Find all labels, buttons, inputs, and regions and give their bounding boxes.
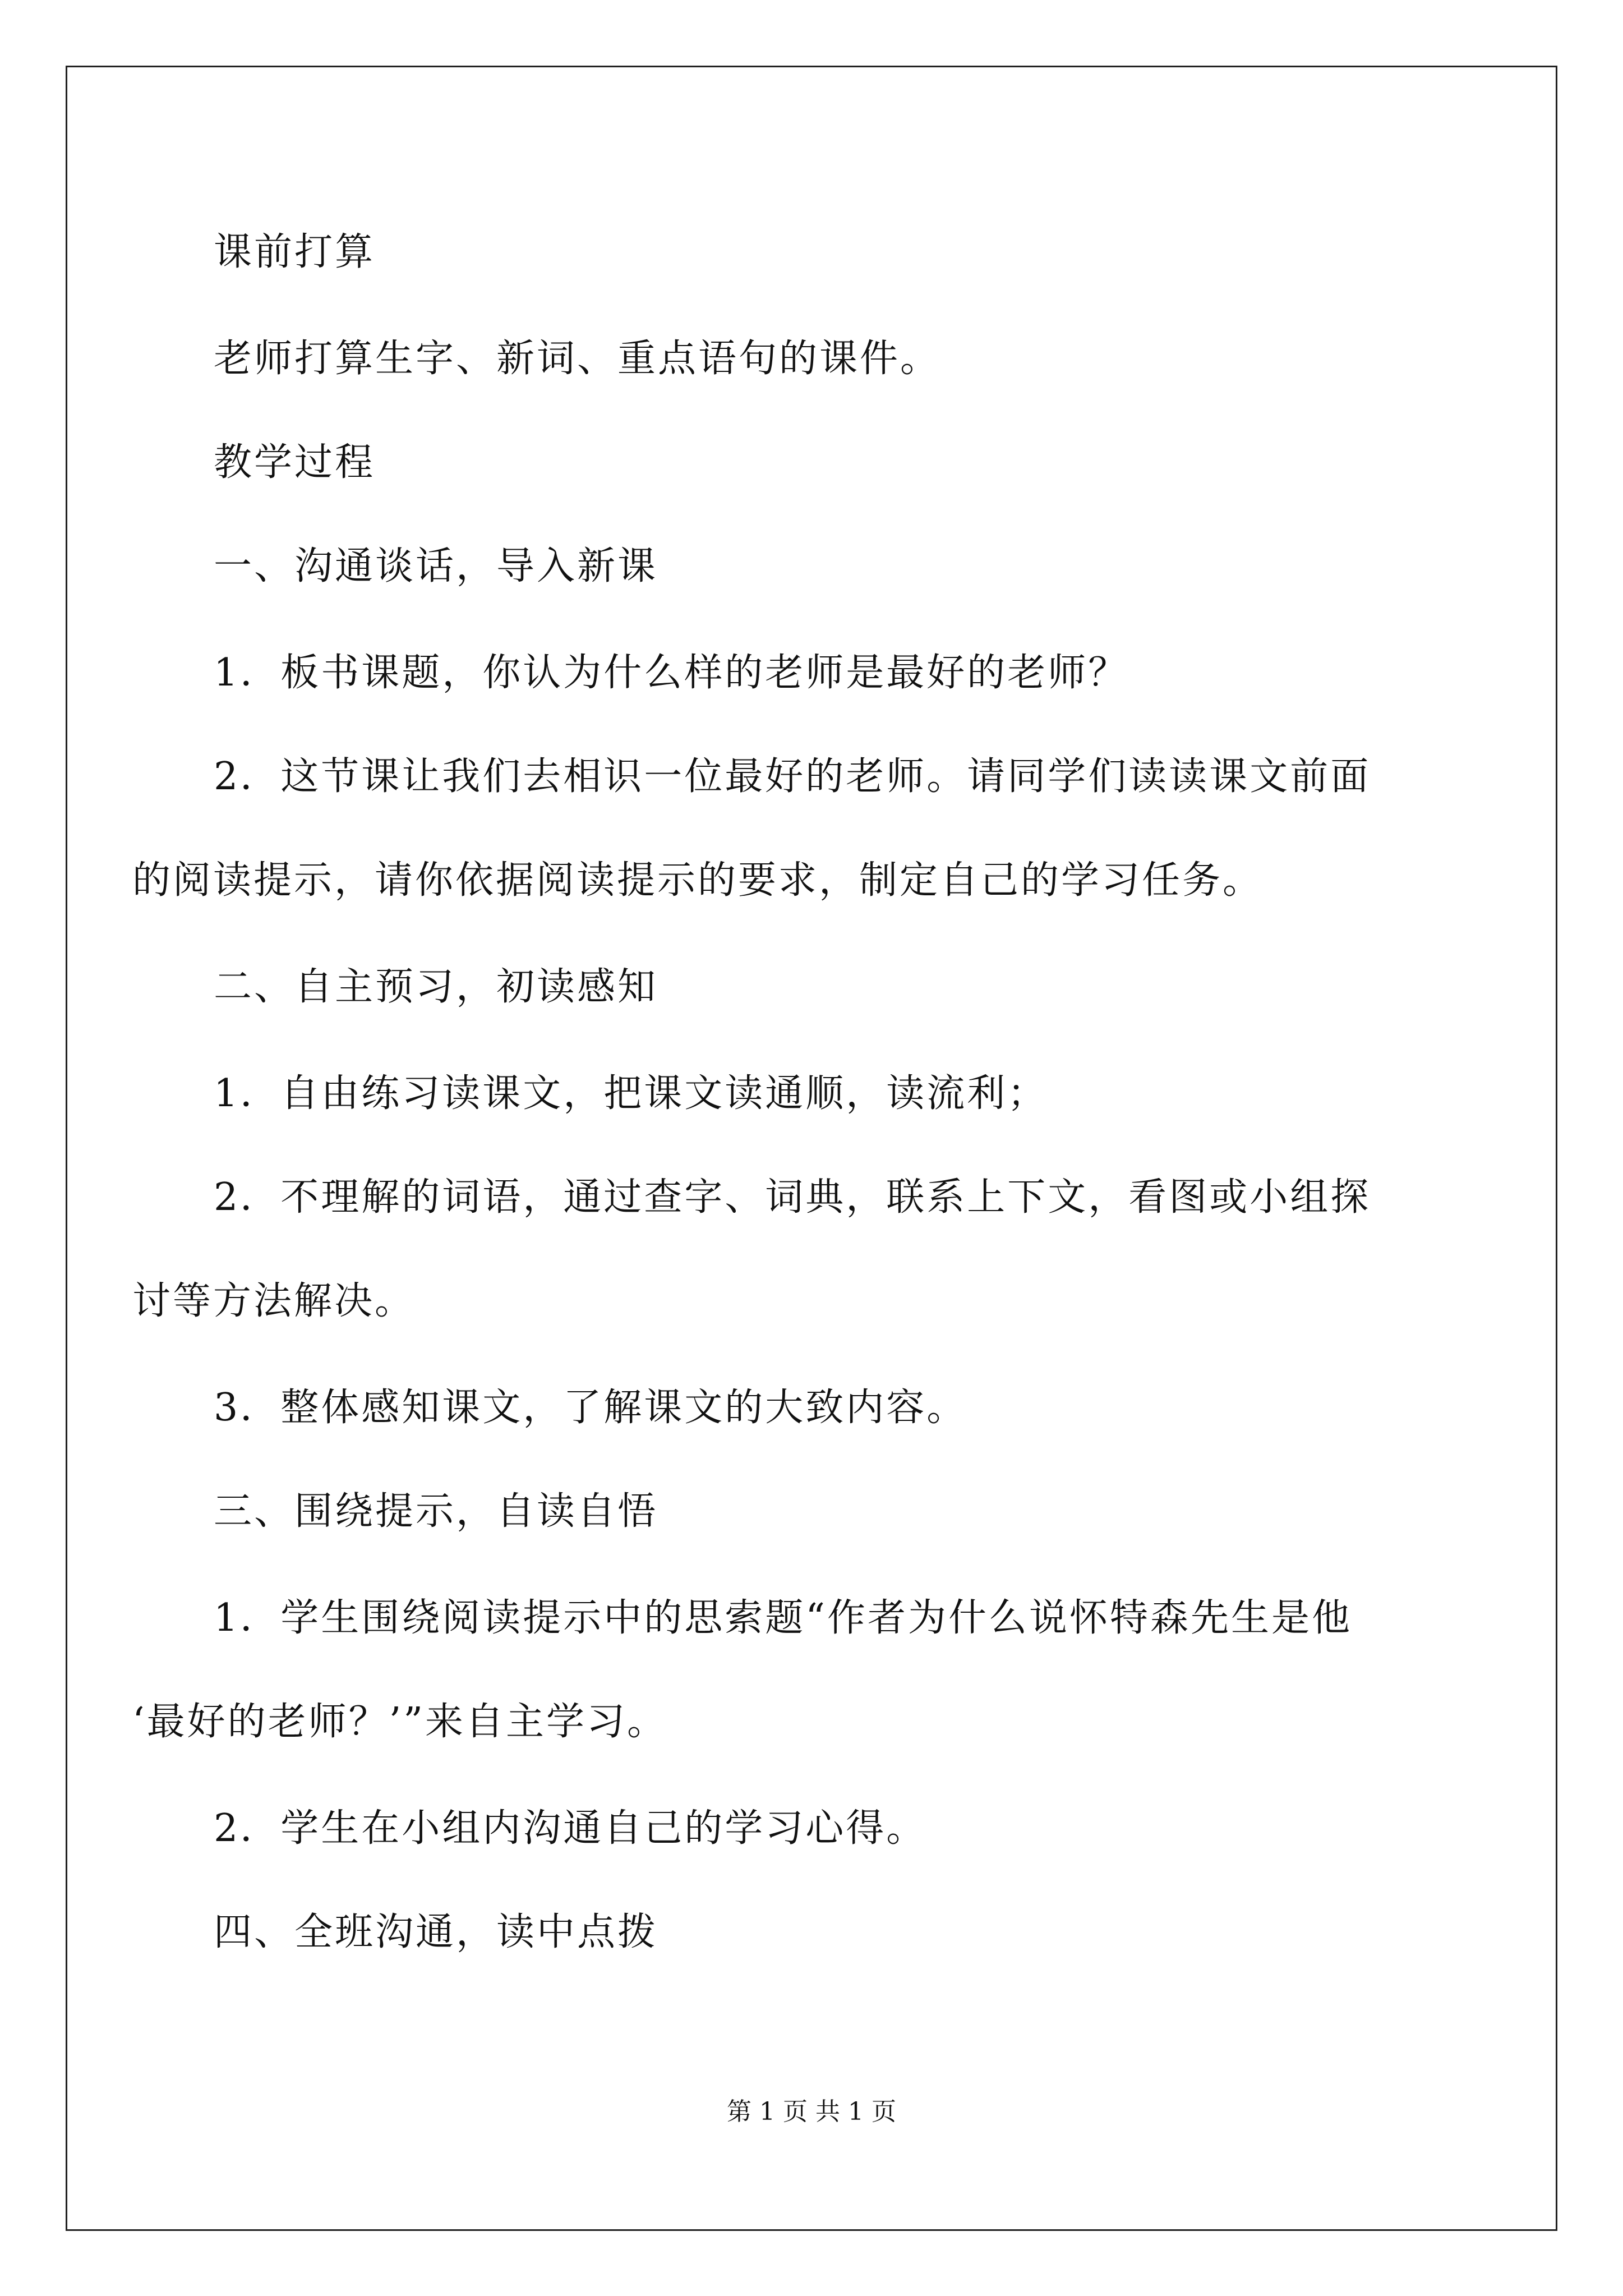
list-item-1-2-continued: 的阅读提示，请你依据阅读提示的要求，制定自己的学习任务。	[132, 858, 1264, 903]
list-item-3-1-continued: ‘最好的老师？’”来自主学习。	[132, 1700, 667, 1744]
step-heading-4: 四、全班沟通，读中点拨	[214, 1910, 658, 1954]
page-border	[66, 66, 1557, 2231]
section-heading-preparation: 课前打算	[214, 230, 376, 274]
step-heading-1: 一、沟通谈话，导入新课	[214, 544, 658, 588]
step-heading-3: 三、围绕提示，自读自悟	[214, 1489, 658, 1534]
list-item-3-2: 2．学生在小组内沟通自己的学习心得。	[214, 1806, 927, 1851]
list-item-1-1: 1．板书课题，你认为什么样的老师是最好的老师？	[214, 651, 1129, 695]
section-heading-process: 教学过程	[214, 440, 376, 485]
list-item-2-1: 1．自由练习读课文，把课文读通顺，读流利；	[214, 1071, 1048, 1116]
step-heading-2: 二、自主预习，初读感知	[214, 965, 658, 1009]
list-item-3-1: 1．学生围绕阅读提示中的思索题“作者为什么说怀特森先生是他	[214, 1596, 1353, 1640]
paragraph-preparation: 老师打算生字、新词、重点语句的课件。	[214, 337, 941, 381]
page-number-footer: 第 1 页 共 1 页	[727, 2097, 896, 2126]
list-item-2-2: 2．不理解的词语，通过查字、词典，联系上下文，看图或小组探	[214, 1175, 1371, 1220]
list-item-2-2-continued: 讨等方法解决。	[132, 1279, 416, 1323]
list-item-1-2: 2．这节课让我们去相识一位最好的老师。请同学们读读课文前面	[214, 754, 1371, 799]
list-item-2-3: 3．整体感知课文，了解课文的大致内容。	[214, 1386, 967, 1430]
